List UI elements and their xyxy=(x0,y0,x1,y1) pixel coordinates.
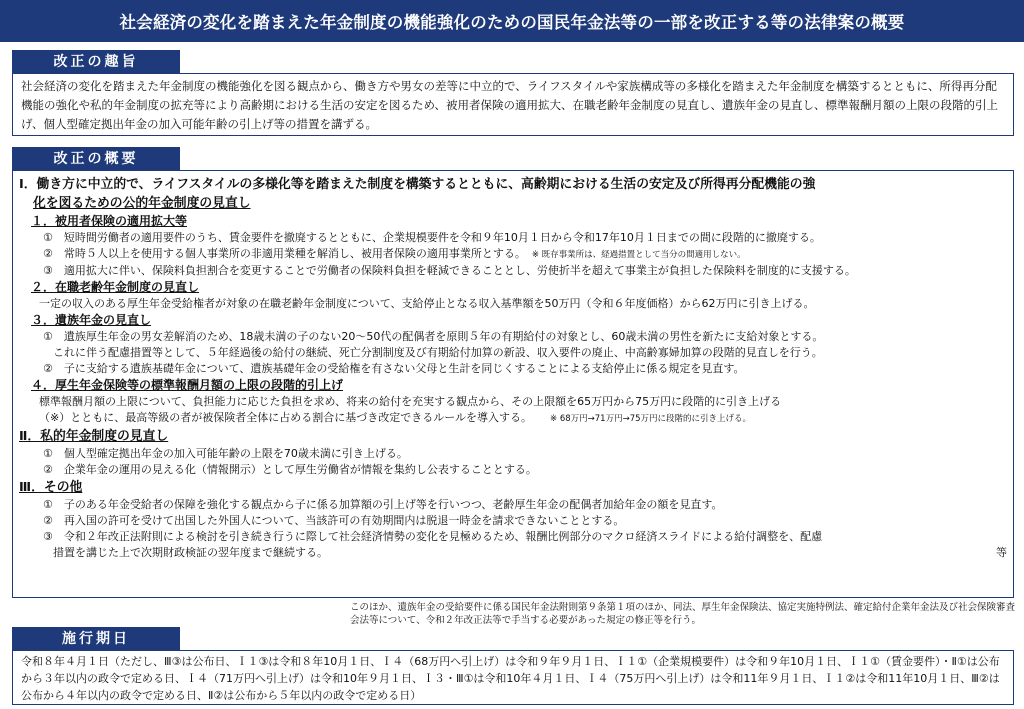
item-1-3-1b: これに伴う配慮措置等として、５年経過後の給付の継続、死亡分割制度及び有期給付加算の新設、収入要件の廃止、中高齢寡婦加算の段階的見直しを行う。 xyxy=(53,346,823,359)
etc-label: 等 xyxy=(996,546,1007,559)
subsection-1-2-title: ２．在職老齢年金制度の見直し xyxy=(31,280,200,294)
overview-box xyxy=(12,170,1014,598)
item-1-1-2 xyxy=(19,246,1007,263)
item-3-3a: ③ 令和２年改正法附則による検討を引き続き行うに際して社会経済情勢の変化を見極めるため、報酬比例部分のマクロ経済スライドによる給付調整を、配慮 xyxy=(43,530,823,543)
item-1-1-2-note: ※ 既存事業所は、経過措置として当分の間適用しない。 xyxy=(531,250,746,260)
subsection-1-4-title: ４．厚生年金保険等の標準報酬月額の上限の段階的引上げ xyxy=(31,378,344,392)
overview-heading: 改正の概要 xyxy=(12,147,180,171)
subsection-1-2-text: 一定の収入のある厚生年金受給権者が対象の在職老齢年金制度について、支給停止となる収入基準額を50万円（令和６年度価格）から62万円に引き上げる。 xyxy=(39,297,815,310)
item-1-3-1a: ① 遺族厚生年金の男女差解消のため、18歳未満の子のない20～50代の配偶者を原則５年の有期給付の対象とし、60歳未満の男性を新たに支給対象とする。 xyxy=(43,330,824,343)
section-1-title-line2: 化を図るための公的年金制度の見直し xyxy=(33,196,251,211)
subsection-1-4-line2-text: （※）とともに、最高等級の者が被保険者全体に占める割合に基づき改定できるルールを導入する。 xyxy=(39,411,532,424)
item-1-1-2-text: ② 常時５人以上を使用する個人事業所の非適用業種を解消し、被用者保険の適用事業所とする。 xyxy=(43,247,526,260)
page-title: 社会経済の変化を踏まえた年金制度の機能強化のための国民年金法等の一部を改正する等の法律案の概要 xyxy=(0,0,1024,42)
item-3-3b xyxy=(19,545,1007,561)
subsection-1-4-line2 xyxy=(19,410,1007,427)
purpose-text: 社会経済の変化を踏まえた年金制度の機能強化を図る観点から、働き方や男女の差等に中立的で、ライフスタイルや家族構成等の多様化を踏まえた年金制度を構築するとともに、所得再分配機能の強化や私的年金制度の拡充等により高齢期における生活の安定を図るため、被用者保険の適用拡大、在職老齢年金制度の見直し、遺族年金の見直し、標準報酬月額の上限の段階的引上げ、個人型確定拠出年金の加入可能年齢の引上げ等の措置を講ずる。 xyxy=(21,79,999,131)
effective-date-box xyxy=(12,650,1014,705)
subsection-1-1-title: １．被用者保険の適用拡大等 xyxy=(31,214,188,228)
effective-date-text: 令和８年４月１日（ただし、Ⅲ③は公布日、Ｉ１③は令和８年10月１日、Ｉ４（68万円へ引上げ）は令和９年９月１日、Ｉ１①（企業規模要件）は令和９年10月１日、Ｉ１①（賃金要件）・Ⅱ①は公布から３年以内の政令で定める日、Ｉ４（71万円へ引上げ）は令和10年９月１日、Ｉ３・Ⅲ①は令和10年４月１日、Ｉ４（75万円へ引上げ）は令和11年９月１日、Ｉ１②は令和11年10月１日、Ⅲ②は公布から４年以内の政令で定める日、Ⅱ②は公布から５年以内の政令で定める日） xyxy=(21,655,1000,702)
item-3-2: ② 再入国の許可を受けて出国した外国人について、当該許可の有効期間内は脱退一時金を請求できないこととする。 xyxy=(43,514,625,527)
subsection-1-4-note: ※ 68万円→71万円→75万円に段階的に引き上げる。 xyxy=(550,414,752,424)
item-2-2: ② 企業年金の運用の見える化（情報開示）として厚生労働省が情報を集約し公表することとする。 xyxy=(43,463,537,476)
subsection-1-4-line1: 標準報酬月額の上限について、負担能力に応じた負担を求め、将来の給付を充実する観点から、その上限額を65万円から75万円に段階的に引き上げる xyxy=(39,395,782,408)
item-1-3-2: ② 子に支給する遺族基礎年金について、遺族基礎年金の受給権を有さない父母と生計を同じくすることによる支給停止に係る規定を見直す。 xyxy=(43,362,745,375)
effective-date-heading: 施行期日 xyxy=(12,627,180,651)
purpose-box xyxy=(12,73,1014,136)
subsection-1-3-title: ３．遺族年金の見直し xyxy=(31,313,152,327)
item-1-1-3: ③ 適用拡大に伴い、保険料負担割合を変更することで労働者の保険料負担を軽減できることとし、労使折半を超えて事業主が負担した保険料を制度的に支援する。 xyxy=(43,264,856,277)
section-1-title-line1: Ⅰ．働き方に中立的で、ライフスタイルの多様化等を踏まえた制度を構築するとともに、高齢期における生活の安定及び所得再分配機能の強 xyxy=(19,177,816,192)
section-3-title: Ⅲ．その他 xyxy=(19,480,83,495)
item-1-1-1: ① 短時間労働者の適用要件のうち、賃金要件を撤廃するとともに、企業規模要件を令和９年10月１日から令和17年10月１日までの間に段階的に撤廃する。 xyxy=(43,231,821,244)
item-3-1: ① 子のある年金受給者の保障を強化する観点から子に係る加算額の引上げ等を行いつつ、老齢厚生年金の配偶者加給年金の額を見直す。 xyxy=(43,498,723,511)
item-2-1: ① 個人型確定拠出年金の加入可能年齢の上限を70歳未満に引き上げる。 xyxy=(43,447,408,460)
footnote: このほか、遺族年金の受給要件に係る国民年金法附則第９条第１項のほか、同法、厚生年金保険法、協定実施特例法、確定給付企業年金法及び社会保険審査会法等について、令和２年改正法等で手当する必要があった規定の修正等を行う。 xyxy=(350,602,1016,626)
purpose-heading: 改正の趣旨 xyxy=(12,50,180,74)
section-2-title: Ⅱ．私的年金制度の見直し xyxy=(19,429,169,444)
item-3-3b-text: 措置を講じた上で次期財政検証の翌年度まで継続する。 xyxy=(53,546,328,559)
